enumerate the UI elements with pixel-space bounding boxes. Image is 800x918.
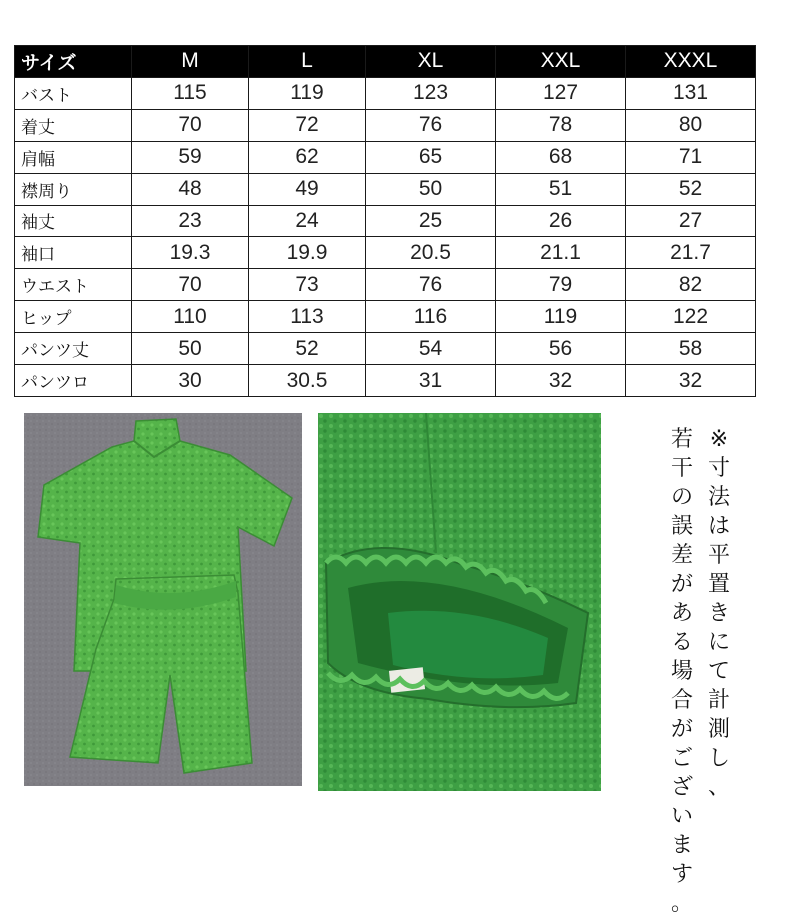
- header-cell: XL: [366, 46, 496, 78]
- table-cell: 48: [132, 173, 249, 205]
- table-cell: 20.5: [366, 237, 496, 269]
- table-cell: 70: [132, 109, 249, 141]
- table-cell: 27: [626, 205, 756, 237]
- header-cell: XXL: [496, 46, 626, 78]
- table-cell: 59: [132, 141, 249, 173]
- row-label-cell: 襟周り: [15, 173, 132, 205]
- table-cell: 30.5: [249, 365, 366, 397]
- table-cell: 115: [132, 77, 249, 109]
- table-cell: 52: [626, 173, 756, 205]
- table-cell: 62: [249, 141, 366, 173]
- table-cell: 68: [496, 141, 626, 173]
- table-cell: 25: [366, 205, 496, 237]
- note-line-2: 若 干 の 誤 差 が あ る 場 合 が ご ざ い ま す 。: [670, 427, 693, 916]
- table-row: [15, 365, 756, 397]
- header-cell-size: サイズ: [15, 46, 132, 78]
- tracksuit-set-image: [24, 413, 302, 786]
- table-cell: 73: [249, 269, 366, 301]
- table-cell: 51: [496, 173, 626, 205]
- size-chart-table: [14, 45, 756, 397]
- header-cell: M: [132, 46, 249, 78]
- header-cell: L: [249, 46, 366, 78]
- table-header-row: [15, 46, 756, 78]
- row-label-cell: ウエスト: [15, 269, 132, 301]
- table-cell: 123: [366, 77, 496, 109]
- table-row: [15, 333, 756, 365]
- table-cell: 80: [626, 109, 756, 141]
- row-label-cell: 袖丈: [15, 205, 132, 237]
- table-row: [15, 269, 756, 301]
- table-cell: 21.7: [626, 237, 756, 269]
- table-cell: 23: [132, 205, 249, 237]
- table-cell: 113: [249, 301, 366, 333]
- note-line-1: ※ 寸 法 は 平 置 き に て 計 測 し 、: [707, 427, 730, 800]
- table-cell: 65: [366, 141, 496, 173]
- table-cell: 119: [249, 77, 366, 109]
- table-cell: 119: [496, 301, 626, 333]
- table-cell: 79: [496, 269, 626, 301]
- table-row: [15, 205, 756, 237]
- product-photo-waistband-closeup: [318, 413, 601, 791]
- table-cell: 76: [366, 109, 496, 141]
- table-row: [15, 301, 756, 333]
- row-label-cell: パンツロ: [15, 365, 132, 397]
- table-cell: 24: [249, 205, 366, 237]
- table-row: [15, 77, 756, 109]
- table-cell: 127: [496, 77, 626, 109]
- table-row: [15, 237, 756, 269]
- row-label-cell: パンツ丈: [15, 333, 132, 365]
- table-cell: 19.3: [132, 237, 249, 269]
- table-cell: 71: [626, 141, 756, 173]
- table-cell: 50: [366, 173, 496, 205]
- table-cell: 70: [132, 269, 249, 301]
- row-label-cell: 袖口: [15, 237, 132, 269]
- table-cell: 82: [626, 269, 756, 301]
- table-cell: 32: [626, 365, 756, 397]
- table-cell: 78: [496, 109, 626, 141]
- table-row: [15, 173, 756, 205]
- row-label-cell: 肩幅: [15, 141, 132, 173]
- row-label-cell: バスト: [15, 77, 132, 109]
- table-cell: 58: [626, 333, 756, 365]
- table-cell: 122: [626, 301, 756, 333]
- header-cell: XXXL: [626, 46, 756, 78]
- table-cell: 50: [132, 333, 249, 365]
- row-label-cell: 着丈: [15, 109, 132, 141]
- row-label-cell: ヒップ: [15, 301, 132, 333]
- table-cell: 19.9: [249, 237, 366, 269]
- table-cell: 110: [132, 301, 249, 333]
- table-row: [15, 109, 756, 141]
- table-cell: 54: [366, 333, 496, 365]
- waistband-closeup-image: [318, 413, 601, 791]
- table-cell: 49: [249, 173, 366, 205]
- table-cell: 21.1: [496, 237, 626, 269]
- table-cell: 76: [366, 269, 496, 301]
- table-row: [15, 141, 756, 173]
- product-photo-full-set: [24, 413, 302, 786]
- table-cell: 52: [249, 333, 366, 365]
- table-cell: 31: [366, 365, 496, 397]
- table-cell: 116: [366, 301, 496, 333]
- table-cell: 26: [496, 205, 626, 237]
- table-cell: 30: [132, 365, 249, 397]
- table-cell: 131: [626, 77, 756, 109]
- table-cell: 56: [496, 333, 626, 365]
- table-cell: 32: [496, 365, 626, 397]
- table-cell: 72: [249, 109, 366, 141]
